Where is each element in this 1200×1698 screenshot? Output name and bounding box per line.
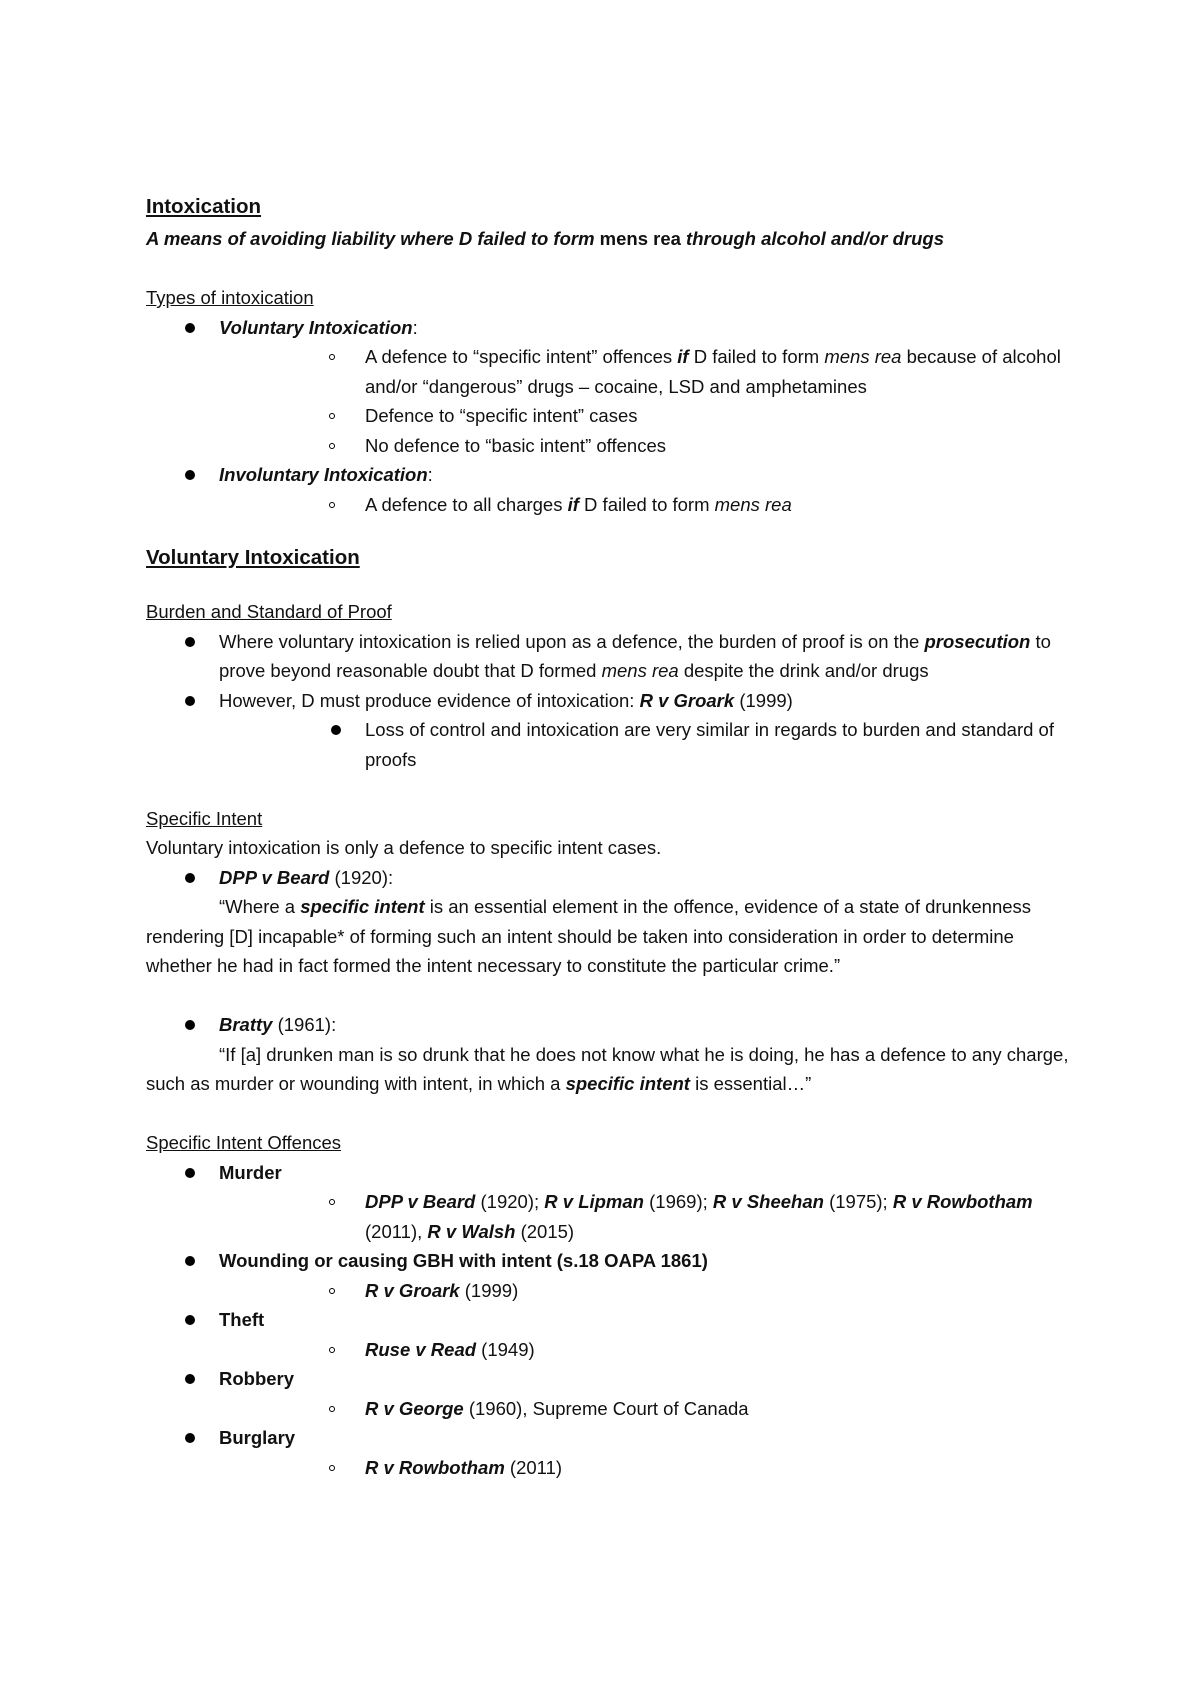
case-name: R v Rowbotham: [892, 1191, 1033, 1212]
involuntary-label: Involuntary Intoxication: [219, 464, 428, 485]
list-item: [146, 460, 1076, 519]
document-subtitle: [146, 224, 1076, 254]
section-title-voluntary: Voluntary Intoxication: [146, 546, 360, 569]
emphasis: specific intent: [565, 1073, 690, 1094]
list-item: [146, 1364, 1076, 1423]
list-item: [219, 1187, 1076, 1246]
text-part: D failed to form: [688, 346, 825, 367]
list-item: [146, 627, 1076, 686]
text-part: is an essential element in the offence, evidence of a state of drunkenness rendering [D] incapable* of forming such an intent should be taken into consideration in order to determine whether he had in fact formed the intent necessary to constitute the particular crime.”: [146, 896, 1032, 976]
text-part: because of alcohol and/or “dangerous” drugs – cocaine, LSD and amphetamines: [365, 346, 1061, 397]
list-item: [219, 1276, 1076, 1306]
case-name: R v Sheehan: [712, 1191, 824, 1212]
emphasis: prosecution: [924, 630, 1031, 652]
text-part: (1920):: [329, 866, 394, 888]
text-part: (1999): [459, 1279, 519, 1301]
list-item: [146, 313, 1076, 461]
sub-list: [219, 490, 1076, 520]
list-item: [219, 1453, 1076, 1483]
text-part: D failed to form: [578, 493, 715, 515]
case-name: Ruse v Read: [365, 1338, 477, 1360]
list-item: [219, 490, 1076, 520]
text-part: (1961):: [272, 1014, 337, 1035]
case-name: Bratty: [219, 1014, 273, 1035]
list-item: [219, 342, 1076, 401]
types-heading: Types of intoxication: [146, 287, 314, 308]
text-part: However, D must produce evidence of intoxication:: [219, 689, 640, 711]
text-part: (2011),: [365, 1220, 428, 1242]
case-name: R v Groark: [365, 1279, 460, 1301]
sub-list: [219, 1453, 1076, 1483]
text-part: A defence to “specific intent” offences: [365, 346, 678, 367]
text-part: Where voluntary intoxication is relied upon as a defence, the burden of proof is on the: [219, 630, 925, 652]
case-name: DPP v Beard: [219, 866, 330, 888]
quote-bratty: [146, 1040, 1076, 1099]
sub-list: [219, 1276, 1076, 1306]
subtitle-part: through alcohol and/or drugs: [680, 228, 945, 249]
text-part: A defence to all charges: [365, 493, 568, 515]
emphasis: mens rea: [714, 493, 792, 515]
specific-intent-intro: Voluntary intoxication is only a defence to specific intent cases.: [146, 837, 662, 858]
document-title: Intoxication: [146, 195, 262, 218]
quote-beard: [146, 892, 1076, 981]
list-item: No defence to “basic intent” offences: [219, 431, 1076, 461]
text-part: (1975);: [823, 1191, 893, 1212]
offences-list: [146, 1158, 1076, 1483]
types-list: [146, 313, 1076, 520]
colon: :: [412, 316, 418, 338]
text-part: (1969);: [643, 1191, 713, 1212]
text-part: (1920);: [475, 1191, 545, 1212]
list-item: Loss of control and intoxication are very similar in regards to burden and standard of proofs: [219, 715, 1076, 774]
subtitle-mens-rea: mens rea: [599, 228, 681, 249]
list-item: [146, 1158, 1076, 1247]
text-part: (1960), Supreme Court of Canada: [463, 1397, 749, 1419]
sub-list: [219, 1394, 1076, 1424]
offence-name: Robbery: [219, 1368, 295, 1389]
specific-intent-heading: Specific Intent: [146, 807, 263, 829]
voluntary-label: Voluntary Intoxication: [219, 316, 413, 338]
document-page: [146, 190, 1076, 1482]
text-part: is essential…”: [689, 1073, 812, 1094]
subtitle-part: A means of avoiding liability where D failed to form: [146, 228, 600, 249]
case-name: R v George: [365, 1397, 464, 1419]
case-name: R v Lipman: [544, 1191, 644, 1212]
list-item: [146, 1246, 1076, 1305]
case-name: R v Walsh: [427, 1220, 516, 1242]
colon: :: [427, 464, 433, 485]
offence-name: Burglary: [219, 1427, 296, 1448]
list-item: [146, 1305, 1076, 1364]
text-part: despite the drink and/or drugs: [678, 660, 929, 681]
emphasis: specific intent: [300, 896, 425, 917]
sub-list: [219, 342, 1076, 460]
emphasis: if: [677, 346, 689, 367]
burden-list: [146, 627, 1076, 775]
offence-name: Theft: [219, 1309, 265, 1330]
text-part: (1949): [476, 1338, 535, 1360]
offences-heading: Specific Intent Offences: [146, 1132, 342, 1153]
sub-list: [219, 1335, 1076, 1365]
offence-name: Murder: [219, 1161, 282, 1183]
text-part: (2015): [515, 1220, 575, 1242]
list-item: [219, 1394, 1076, 1424]
case-list: [146, 1010, 1076, 1040]
list-item: Defence to “specific intent” cases: [219, 401, 1076, 431]
burden-heading: Burden and Standard of Proof: [146, 601, 392, 622]
sub-list: [219, 715, 1076, 774]
list-item: [146, 686, 1076, 775]
text-part: “Where a: [219, 896, 301, 917]
list-item: [219, 1335, 1076, 1365]
case-name: R v Groark: [639, 689, 735, 711]
case-name: R v Rowbotham: [365, 1456, 505, 1478]
emphasis: mens rea: [824, 346, 902, 367]
text-part: (2011): [504, 1456, 563, 1478]
text-part: to prove beyond reasonable doubt that D formed: [219, 630, 1051, 681]
list-item: [146, 1423, 1076, 1482]
case-name: DPP v Beard: [365, 1191, 476, 1212]
list-item: [146, 863, 1076, 893]
text-part: “If [a] drunken man is so drunk that he does not know what he is doing, he has a defence to any charge, such as murder or wounding with intent, in which a: [146, 1043, 1069, 1094]
case-list: [146, 863, 1076, 893]
list-item: [146, 1010, 1076, 1040]
emphasis: mens rea: [601, 660, 679, 681]
text-part: (1999): [734, 689, 793, 711]
offence-name: Wounding or causing GBH with intent (s.18 OAPA 1861): [219, 1250, 708, 1271]
sub-list: [219, 1187, 1076, 1246]
emphasis: if: [567, 493, 579, 515]
